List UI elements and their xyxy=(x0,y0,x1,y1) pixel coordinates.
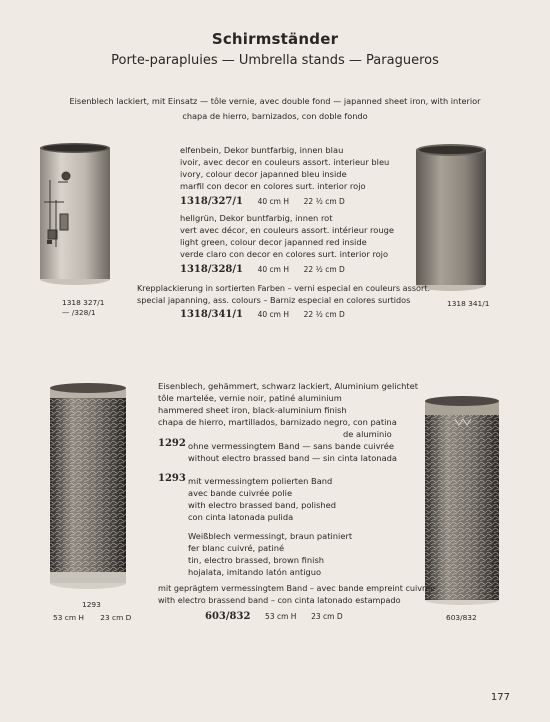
desc-line: de aluminio xyxy=(343,429,392,439)
desc-line: Weißblech vermessingt, braun patiniert xyxy=(188,531,353,541)
item-diameter: 23 cm D xyxy=(311,612,343,621)
desc-line: ivory, colour decor japanned bleu inside xyxy=(180,169,347,179)
item-height: 40 cm H xyxy=(257,310,289,319)
item-diameter: 22 ½ cm D xyxy=(303,310,345,319)
page-subtitle: Porte-parapluies — Umbrella stands — Paragueros xyxy=(111,53,439,68)
item-327-description xyxy=(180,144,389,192)
item-diameter: 23 cm D xyxy=(100,613,132,622)
desc-line: verde claro con decor en colores surt. interior rojo xyxy=(180,249,389,259)
intro-line: chapa de hierro, barnizados, con doble fondo xyxy=(182,111,368,121)
desc-line: without electro brassed band — sin cinta latonada xyxy=(188,453,397,463)
item-1292-description xyxy=(188,440,397,464)
desc-line: mit vermessingtem polierten Band xyxy=(188,476,333,486)
item-code: 603/832 xyxy=(205,611,251,622)
umbrella-stand-brass-band-image xyxy=(423,395,501,605)
umbrella-stand-decorated-image xyxy=(38,142,113,287)
item-code: 1318/327/1 xyxy=(180,196,243,207)
desc-line: ivoir, avec decor en couleurs assort. interieur bleu xyxy=(180,157,390,167)
left-image-caption: 1293 xyxy=(82,600,101,609)
desc-line: con cinta latonada pulida xyxy=(188,512,294,522)
right-image-caption: 1318 341/1 xyxy=(447,299,490,308)
item-code: 1318/341/1 xyxy=(180,309,243,320)
desc-line: tôle martelée, vernie noir, patiné aluminium xyxy=(158,393,342,403)
section2-description xyxy=(158,380,418,440)
caption-line: — /328/1 xyxy=(62,308,96,317)
item-code: 1292 xyxy=(158,438,186,449)
item-328-description xyxy=(180,212,394,260)
item-328-code-row xyxy=(180,263,345,276)
item-1293-description xyxy=(188,475,336,523)
desc-line: vert avec décor, en couleurs assort. intérieur rouge xyxy=(180,225,394,235)
item-diameter: 22 ½ cm D xyxy=(303,197,345,206)
intro-line: Eisenblech lackiert, mit Einsatz — tôle vernie, avec double fond — japanned sheet iron, with interior xyxy=(69,96,481,106)
desc-line: elfenbein, Dekor buntfarbig, innen blau xyxy=(180,145,344,155)
desc-line: Eisenblech, gehämmert, schwarz lackiert, Aluminium gelichtet xyxy=(158,381,419,391)
page-title: Schirmständer xyxy=(211,30,339,48)
desc-line: chapa de hierro, martillados, barnizado negro, con patina xyxy=(158,417,397,427)
item-341-description xyxy=(137,282,430,306)
desc-line: Krepplackierung in sortierten Farben – verni especial en couleurs assort. xyxy=(137,283,431,293)
desc-line: hellgrün, Dekor buntfarbig, innen rot xyxy=(180,213,333,223)
umbrella-stand-hammered-image xyxy=(48,380,128,590)
item-603-code-row xyxy=(205,610,343,623)
item-341-code-row xyxy=(180,308,345,321)
umbrella-stand-plain-image xyxy=(414,142,489,292)
desc-line: light green, colour decor japanned red inside xyxy=(180,237,367,247)
left-image-dims xyxy=(53,613,131,623)
desc-line: hammered sheet iron, black-aluminium finish xyxy=(158,405,347,415)
desc-line: marfil con decor en colores surt. interior rojo xyxy=(180,181,366,191)
desc-line: avec bande cuivrée polie xyxy=(188,488,293,498)
desc-line: with electro brassend band – con cinta latonado estampado xyxy=(158,595,401,605)
right-image-caption: 603/832 xyxy=(446,613,477,622)
desc-line: special japanning, ass. colours – Barniz especial en colores surtidos xyxy=(137,295,411,305)
desc-line: fer blanc cuivré, patiné xyxy=(188,543,285,553)
item-height: 40 cm H xyxy=(257,197,289,206)
item-327-code-row xyxy=(180,195,345,208)
item-height: 40 cm H xyxy=(257,265,289,274)
desc-line: hojalata, imitando latón antiguo xyxy=(188,567,322,577)
embossed-band-description xyxy=(158,582,435,606)
desc-line: ohne vermessingtem Band — sans bande cuivrée xyxy=(188,441,394,451)
desc-line: with electro brassed band, polished xyxy=(188,500,336,510)
item-height: 53 cm H xyxy=(53,613,84,622)
item-code: 1318/328/1 xyxy=(180,264,243,275)
item-diameter: 22 ½ cm D xyxy=(303,265,345,274)
desc-line: tin, electro brassed, brown finish xyxy=(188,555,325,565)
weissblech-description xyxy=(188,530,352,578)
intro-text xyxy=(60,94,490,124)
left-image-caption xyxy=(62,298,104,318)
item-code: 1293 xyxy=(158,473,186,484)
desc-line: mit geprägtem vermessingtem Band – avec bande empreint cuivrée xyxy=(158,583,436,593)
caption-line: 1318 327/1 xyxy=(62,298,105,307)
item-height: 53 cm H xyxy=(265,612,297,621)
page-number: 177 xyxy=(490,692,510,703)
